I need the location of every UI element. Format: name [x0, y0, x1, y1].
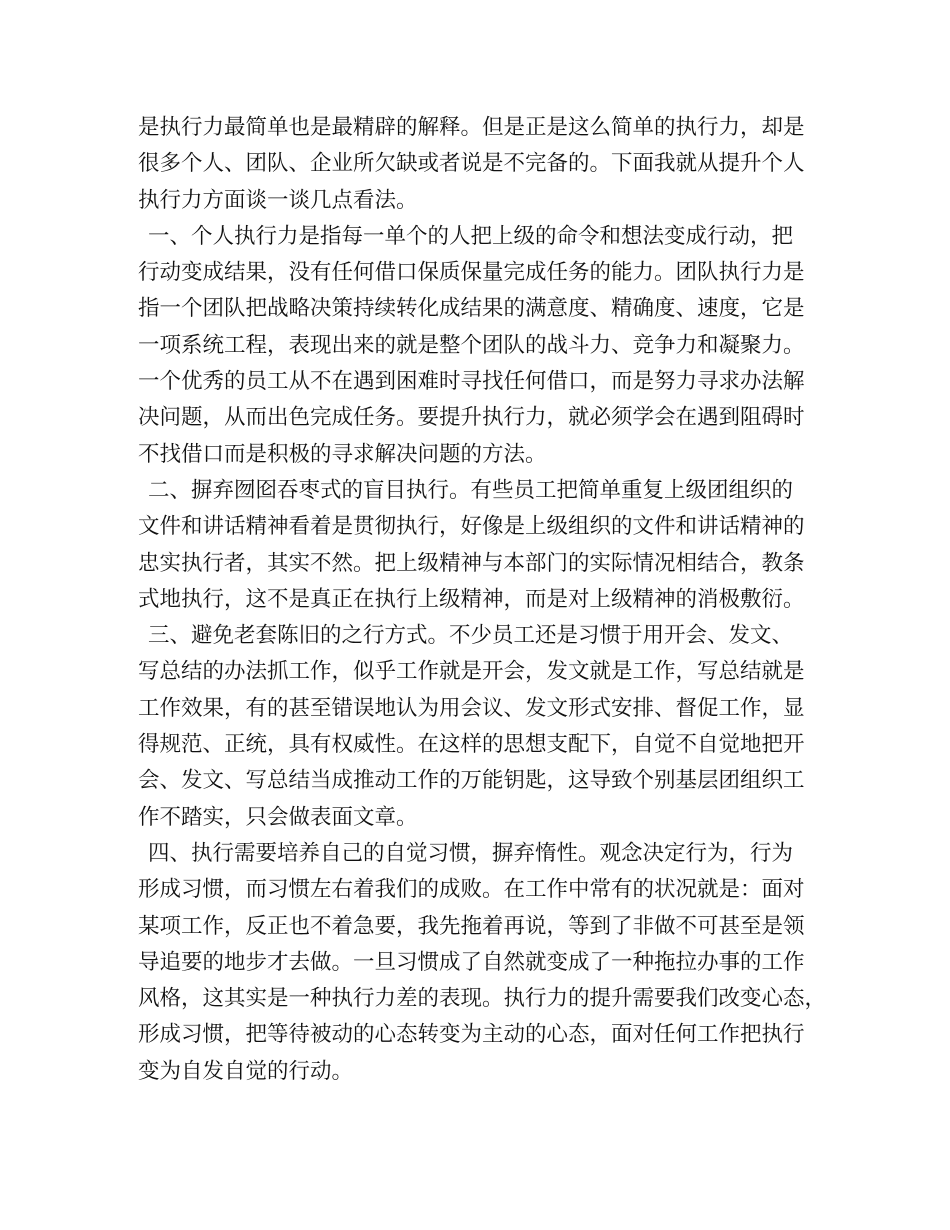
text-line: 忠实执行者，其实不然。把上级精神与本部门的实际情况相结合，教条: [138, 550, 805, 576]
text-line: 二、摒弃囫囵吞枣式的盲目执行。有些员工把简单重复上级团组织的: [148, 477, 794, 503]
text-line: 某项工作，反正也不着急要，我先拖着再说，等到了非做不可甚至是领: [138, 913, 805, 939]
text-line: 是执行力最简单也是最精辟的解释。但是正是这么简单的执行力，却是: [138, 115, 805, 140]
text-line: 决问题，从而出色完成任务。要提升执行力，就必须学会在遇到阻碍时: [138, 405, 805, 431]
text-line: 一、个人执行力是指每一单个的人把上级的命令和想法变成行动，把: [148, 223, 794, 249]
text-line: 作不踏实，只会做表面文章。: [138, 804, 418, 830]
text-line: 形成习惯，把等待被动的心态转变为主动的心态，面对任何工作把执行: [138, 1022, 805, 1048]
text-line: 一项系统工程，表现出来的就是整个团队的战斗力、竞争力和凝聚力。: [138, 332, 805, 358]
text-line: 指一个团队把战略决策持续转化成结果的满意度、精确度、速度，它是: [138, 296, 805, 322]
text-line: 式地执行，这不是真正在执行上级精神，而是对上级精神的消极敷衍。: [138, 586, 805, 612]
text-line: 很多个人、团队、企业所欠缺或者说是不完备的。下面我就从提升个人: [138, 151, 805, 177]
text-line: 写总结的办法抓工作，似乎工作就是开会，发文就是工作，写总结就是: [138, 659, 805, 685]
text-line: 四、执行需要培养自己的自觉习惯，摒弃惰性。观念决定行为，行为: [148, 840, 794, 866]
text-line: 形成习惯，而习惯左右着我们的成败。在工作中常有的状况就是：面对: [138, 877, 805, 903]
text-line: 变为自发自觉的行动。: [138, 1058, 354, 1084]
body-text: [138, 110, 827, 1090]
text-line: 行动变成结果，没有任何借口保质保量完成任务的能力。团队执行力是: [138, 260, 805, 286]
text-line: 执行力方面谈一谈几点看法。: [138, 187, 418, 213]
text-line: 导追要的地步才去做。一旦习惯成了自然就变成了一种拖拉办事的工作: [138, 949, 805, 975]
text-line: 得规范、正统，具有权威性。在这样的思想支配下，自觉不自觉地把开: [138, 732, 805, 758]
text-line: 会、发文、写总结当成推动工作的万能钥匙，这导致个别基层团组织工: [138, 768, 805, 794]
text-line: 一个优秀的员工从不在遇到困难时寻找任何借口，而是努力寻求办法解: [138, 369, 805, 395]
text-line: 工作效果，有的甚至错误地认为用会议、发文形式安排、督促工作，显: [138, 695, 805, 721]
text-line: 三、避免老套陈旧的之行方式。不少员工还是习惯于用开会、发文、: [148, 623, 794, 649]
text-line: 风格，这其实是一种执行力差的表现。执行力的提升需要我们改变心态，: [138, 986, 827, 1012]
text-line: 文件和讲话精神看着是贯彻执行，好像是上级组织的文件和讲话精神的: [138, 514, 805, 540]
text-line: 不找借口而是积极的寻求解决问题的方法。: [138, 441, 547, 467]
